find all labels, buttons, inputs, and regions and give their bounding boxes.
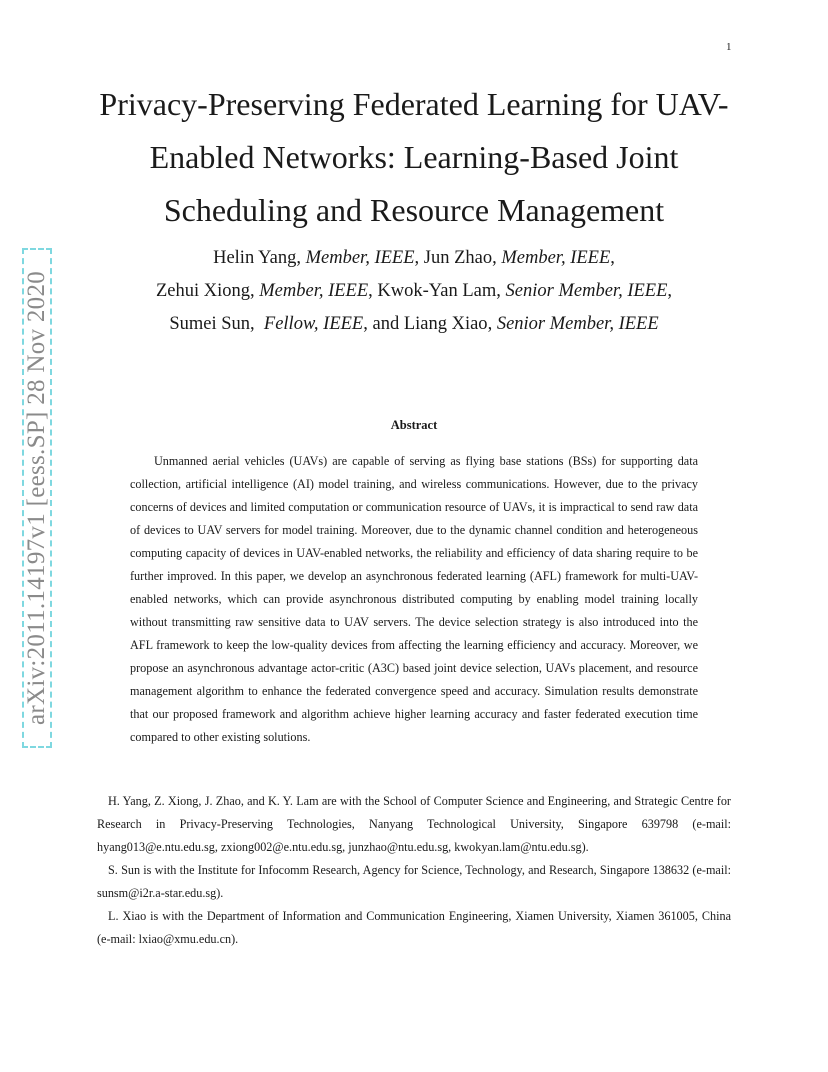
author-name: and Liang Xiao <box>372 314 488 334</box>
author-name: Sumei Sun <box>169 314 251 334</box>
author-name: Helin Yang <box>213 248 297 268</box>
arxiv-stamp-text: arXiv:2011.14197v1 [eess.SP] 28 Nov 2020 <box>23 270 50 726</box>
footnote: L. Xiao is with the Department of Information and Communication Engineering, Xiamen University, Xiamen 361005, China (e-mail: lxiao@xmu.edu.cn). <box>97 909 731 946</box>
author-line: Zehui Xiong, Member, IEEE, Kwok-Yan Lam, Senior Member, IEEE, <box>155 281 673 301</box>
arxiv-stamp <box>22 248 52 748</box>
author-affiliation: Senior Member, IEEE <box>505 281 668 301</box>
paper-title: Privacy-Preserving Federated Learning for UAV-Enabled Networks: Learning-Based Joint Scheduling and Resource Management <box>99 86 729 228</box>
author-name: Zehui Xiong <box>155 281 250 301</box>
author-affiliation: Fellow, IEEE <box>263 314 364 334</box>
author-affiliation: Senior Member, IEEE <box>496 314 659 334</box>
author-affiliation: Member, IEEE <box>305 248 415 268</box>
footnote: H. Yang, Z. Xiong, J. Zhao, and K. Y. Lam are with the School of Computer Science and Engineering, and Strategic Centre for Research in Privacy-Preserving Technologies, Nanyang Technological University, Singapore 639798 (e-mail: hyang013@e.ntu.edu.sg, zxiong002@e.ntu.edu.sg, junzhao@ntu.edu.sg, kwokyan.lam@ntu.edu.sg). <box>97 794 731 854</box>
author-line: Helin Yang, Member, IEEE, Jun Zhao, Member, IEEE, <box>213 248 615 268</box>
footnotes <box>97 790 731 951</box>
author-affiliation: Member, IEEE <box>259 281 369 301</box>
abstract-text: Unmanned aerial vehicles (UAVs) are capable of serving as flying base stations (BSs) for supporting data collection, artificial intelligence (AI) model training, and wireless communications. However, due to the privacy concerns of devices and limited computation or communication resource of UAVs, it is impractical to send raw data of devices to UAV servers for model training. Moreover, due to the dynamic channel condition and heterogeneous computing capacity of devices in UAV-enabled networks, the reliability and efficiency of data sharing require to be further improved. In this paper, we develop an asynchronous federated learning (AFL) framework for multi-UAV-enabled networks, which can provide asynchronous distributed computing by enabling model training locally without transmitting raw sensitive data to UAV servers. The device selection strategy is also introduced into the AFL framework to keep the low-quality devices from affecting the learning efficiency and accuracy. Moreover, we propose an asynchronous advantage actor-critic (A3C) based joint device selection, UAVs placement, and resource management algorithm to enhance the federated convergence speed and accuracy. Simulation results demonstrate that our proposed framework and algorithm achieve higher learning accuracy and faster federated execution time compared to other existing solutions. <box>130 454 698 744</box>
author-name: Jun Zhao <box>423 248 493 268</box>
author-line: Sumei Sun, Fellow, IEEE, and Liang Xiao, Senior Member, IEEE <box>169 314 659 334</box>
author-name: Kwok-Yan Lam <box>377 281 497 301</box>
footnote: S. Sun is with the Institute for Infocomm Research, Agency for Science, Technology, and Research, Singapore 138632 (e-mail: sunsm@i2r.a-star.edu.sg). <box>97 863 731 900</box>
abstract-heading: Abstract <box>390 418 438 432</box>
author-affiliation: Member, IEEE <box>501 248 611 268</box>
author-list <box>90 242 738 341</box>
page-number: 1 <box>726 41 732 53</box>
